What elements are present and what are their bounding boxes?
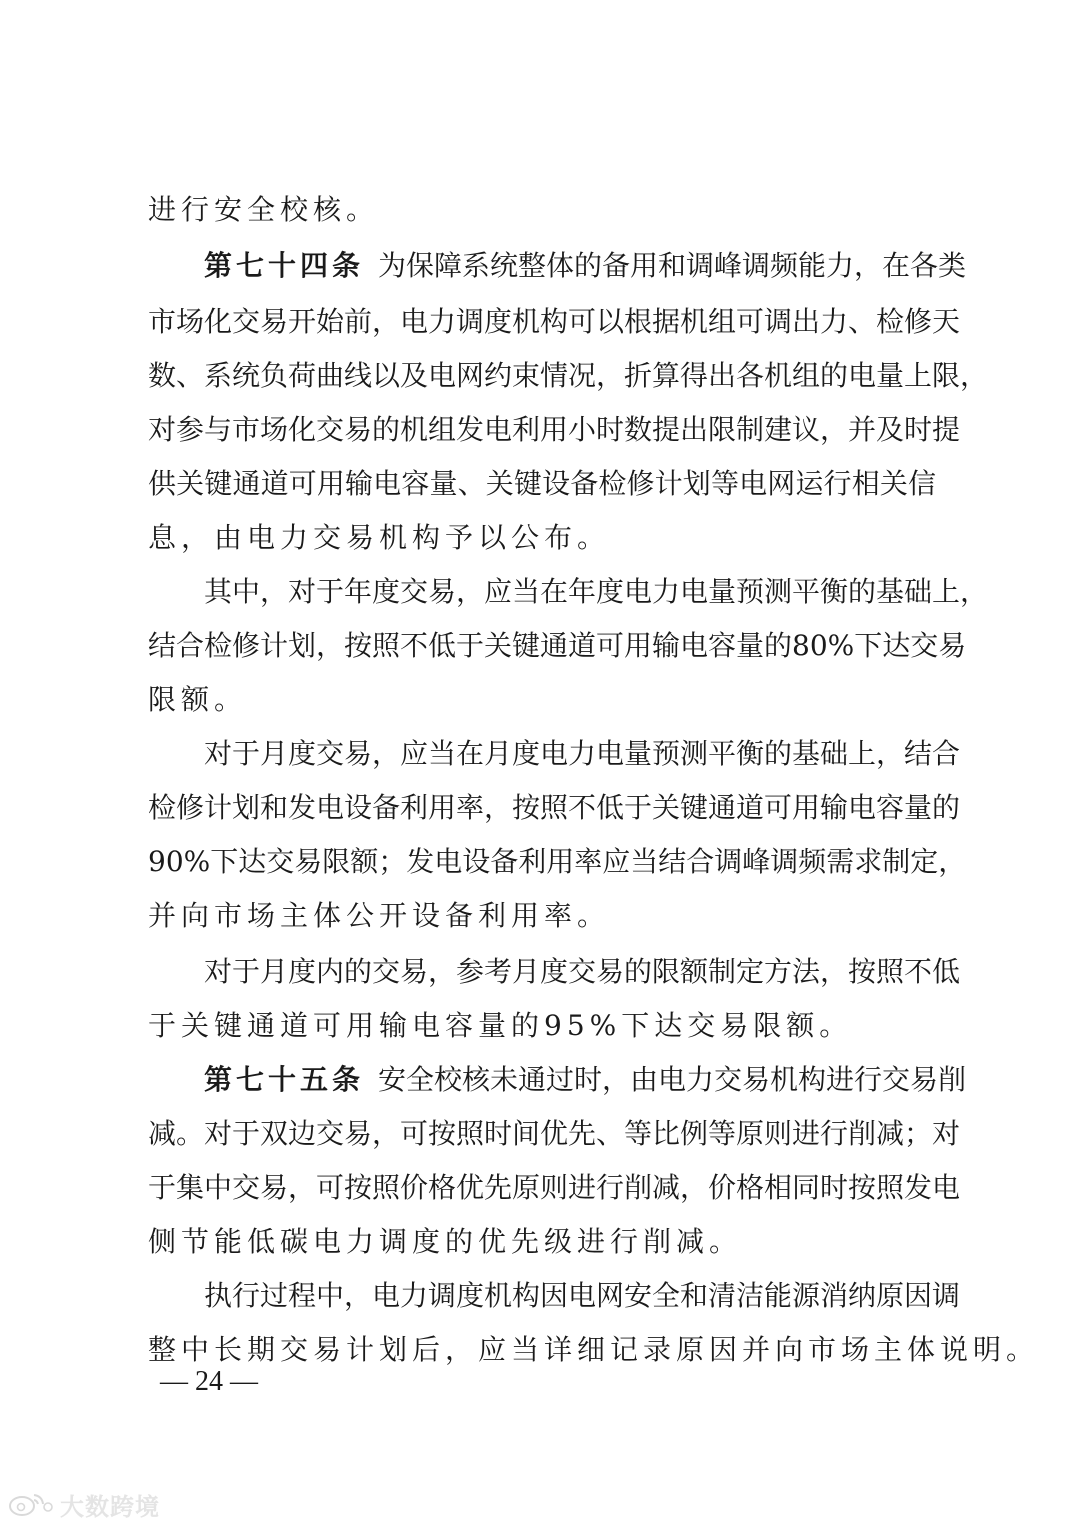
text-line-6: 供关键通道可用输电容量、关键设备检修计划等电网运行相关信 <box>148 467 936 500</box>
text-line-12: 检修计划和发电设备利用率，按照不低于关键通道可用输电容量的 <box>148 791 961 824</box>
text-line-7: 息，由电力交易机构予以公布。 <box>148 521 611 554</box>
article-75-first-line: 第七十五条 安全校核未通过时，由电力交易机构进行交易削 <box>204 1063 967 1096</box>
text-line-20: 侧节能低碳电力调度的优先级进行削减。 <box>148 1225 743 1258</box>
text-line-3: 市场化交易开始前，电力调度机构可以根据机组可调出力、检修天 <box>148 305 961 338</box>
text-line-8: 其中，对于年度交易，应当在年度电力电量预测平衡的基础上， <box>204 575 989 608</box>
text-line-14: 并向市场主体公开设备利用率。 <box>148 899 611 932</box>
watermark-text: 大数跨境 <box>60 1492 160 1521</box>
article-74-first-line: 第七十四条 为保障系统整体的备用和调峰调频能力，在各类 <box>204 249 967 282</box>
text-line-1: 进行安全校核。 <box>148 193 380 226</box>
text-line-11: 对于月度交易，应当在月度电力电量预测平衡的基础上，结合 <box>204 737 961 770</box>
page-number: — 24 — <box>160 1366 258 1397</box>
text-line-16: 于关键通道可用输电容量的95%下达交易限额。 <box>148 1009 853 1042</box>
text-line-10: 限额。 <box>148 683 248 716</box>
text-line-21: 执行过程中，电力调度机构因电网安全和清洁能源消纳原因调 <box>204 1279 961 1312</box>
text-line-18: 减。对于双边交易，可按照时间优先、等比例等原则进行削减；对 <box>148 1117 961 1150</box>
text-line-4: 数、系统负荷曲线以及电网约束情况，折算得出各机组的电量上限， <box>148 359 989 392</box>
text-line-13: 90%下达交易限额；发电设备利用率应当结合调峰调频需求制定， <box>148 845 967 878</box>
weibo-logo-icon <box>8 1491 54 1517</box>
text-line-22: 整中长期交易计划后，应当详细记录原因并向市场主体说明。 <box>148 1333 1040 1366</box>
text-line-15: 对于月度内的交易，参考月度交易的限额制定方法，按照不低 <box>204 955 961 988</box>
text-line-5: 对参与市场化交易的机组发电利用小时数提出限制建议，并及时提 <box>148 413 961 446</box>
watermark <box>8 1488 160 1520</box>
article-75-heading: 第七十五条 <box>204 1063 365 1096</box>
text-line-19: 于集中交易，可按照价格优先原则进行削减，价格相同时按照发电 <box>148 1171 961 1204</box>
article-74-heading: 第七十四条 <box>204 249 365 282</box>
text-line-9: 结合检修计划，按照不低于关键通道可用输电容量的80%下达交易 <box>148 629 967 662</box>
